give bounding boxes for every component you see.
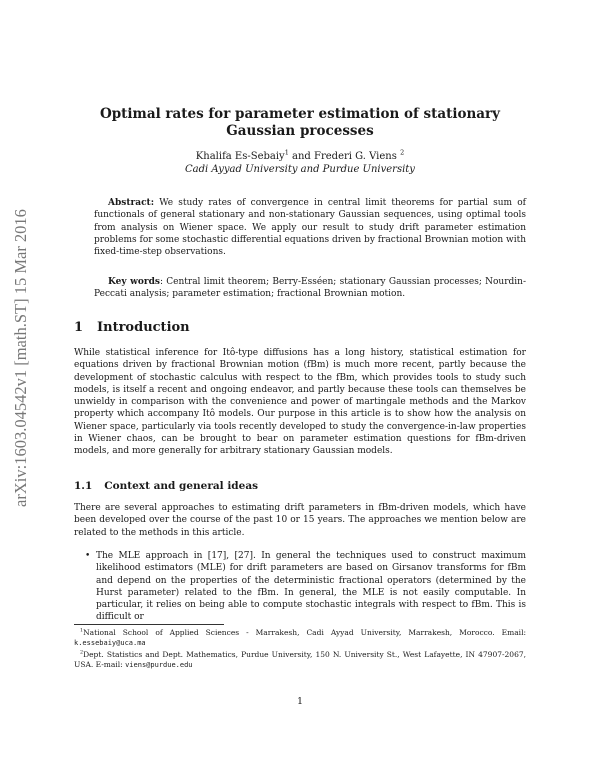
footnote-2-text: Dept. Statistics and Dept. Mathematics, Purdue University, 150 N. University St., West Lafayette, IN 47907-2067, USA. E-mail: <box>74 650 526 669</box>
keywords-label: Key words <box>108 277 160 287</box>
footnote-1 <box>74 628 526 648</box>
author-2-footnote-mark[interactable]: 2 <box>400 148 405 157</box>
affiliation: Cadi Ayyad University and Purdue University <box>185 164 415 175</box>
abstract-label: Abstract: <box>108 198 155 208</box>
arxiv-identifier: arXiv:1603.04542v1 [math.ST] 15 Mar 2016 <box>11 209 31 507</box>
author-1-footnote-mark[interactable]: 1 <box>284 148 289 157</box>
author-2: Frederi G. Viens <box>314 151 397 162</box>
author-line <box>70 150 530 163</box>
footnote-rule <box>74 624 224 625</box>
author-1: Khalifa Es-Sebaiy <box>195 151 285 162</box>
arxiv-stamp <box>8 168 34 548</box>
keywords <box>94 276 526 301</box>
author-conjunction: and <box>292 151 311 162</box>
subsection-number: 1.1 <box>74 480 93 492</box>
subsection-heading-context <box>74 479 258 493</box>
abstract-text: We study rates of convergence in central limit theorems for partial sum of functionals of general stationary and non-stationary Gaussian sequences, using optimal tools from analysis on Wiener space. We apply our result to study drift parameter estimation problems for some stochastic differential equations driven by fractional Brownian motion with fixed-time-step observations. <box>94 198 526 258</box>
bullet-marker: • <box>85 551 91 561</box>
footnote-2-mark: 2 <box>80 649 84 656</box>
context-paragraph: There are several approaches to estimating drift parameters in fBm-driven models, which have been developed over the course of the past 10 or 15 years. The approaches we mention below are related to the methods in this article. <box>74 503 526 538</box>
list-item-mle-approach <box>85 550 526 624</box>
paper-title: Optimal rates for parameter estimation of stationary Gaussian processes <box>99 106 501 139</box>
keywords-text: : Central limit theorem; Berry-Esséen; stationary Gaussian processes; Nourdin-Peccati analysis; parameter estimation; fractional Brownian motion. <box>94 277 526 300</box>
footnote-1-email[interactable]: k.essebaiy@uca.ma <box>74 639 146 647</box>
footnote-1-mark: 1 <box>80 627 84 634</box>
section-title: Introduction <box>97 320 190 335</box>
footnote-2-email[interactable]: viens@purdue.edu <box>125 661 193 669</box>
abstract <box>94 197 526 258</box>
page-number: 1 <box>296 696 304 707</box>
list-item-text: The MLE approach in [17], [27]. In general the techniques used to construct maximum likelihood estimators (MLE) for drift parameters are based on Girsanov transforms for fBm and depend on the properties of the deterministic fractional operators (determined by the Hurst parameter) related to the fBm. In general, the MLE is not easily computable. In particular, it relies on being able to compute stochastic integrals with respect to fBm. This is difficult or <box>96 551 526 623</box>
section-heading-introduction <box>74 320 190 336</box>
introduction-paragraph: While statistical inference for Itô-type diffusions has a long history, statistical estimation for equations driven by fractional Brownian motion (fBm) is much more recent, partly because the development of stochastic calculus with respect to the fBm, which provides tools to study such models, is itself a recent and ongoing endeavor, and partly because these tools can themselves be unwieldy in comparison with the convenience and power of martingale methods and the Markov property which accompany Itô models. Our purpose in this article is to show how the analysis on Wiener space, particularly via tools recently developed to study the convergence-in-law properties in Wiener chaos, can be brought to bear on parameter estimation questions for fBm-driven models, and more generally for arbitrary stationary Gaussian models. <box>74 348 526 457</box>
section-number: 1 <box>74 320 84 335</box>
footnote-1-text: National School of Applied Sciences - Marrakesh, Cadi Ayyad University, Marrakesh, Morocco. Email: <box>83 628 526 637</box>
footnote-2 <box>74 650 526 670</box>
subsection-title: Context and general ideas <box>104 480 259 492</box>
